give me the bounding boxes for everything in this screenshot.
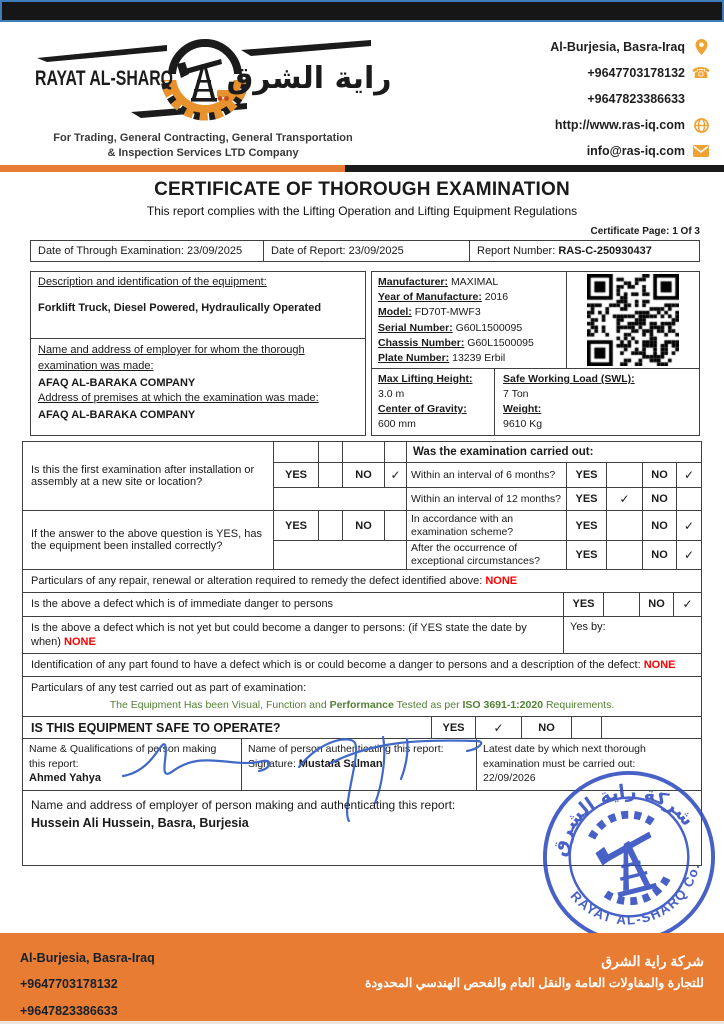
exceptional-question: After the occurrence of exceptional circumstances? [406,541,566,569]
plate-row [378,351,560,366]
envelope-icon [692,143,710,159]
test-seg3: Tested as per [393,698,463,711]
interval6-yes-checkbox [606,463,642,487]
exam-date-value: 23/09/2025 [187,245,243,257]
serial-value: G60L1500095 [455,321,523,334]
logo-tagline [8,131,398,161]
test-seg4: ISO 3691-1:2020 [462,698,544,711]
interval12-yes-label: YES [566,488,606,510]
footer-company-name-ar: شركة راية الشرق [601,953,704,969]
contact-address [550,34,710,60]
next-exam-date: 22/09/2026 [483,771,536,784]
logo-swoosh-right [241,40,371,56]
interval6-question: Within an interval of 6 months? [406,463,566,487]
report-date-cell [263,241,469,261]
repair-label: Particulars of any repair, renewal or alteration required to remedy the defect identified above: [31,575,486,587]
equipment-description-value: Forklift Truck, Diesel Powered, Hydraulically Operated [38,302,322,314]
year-value: 2016 [484,291,509,304]
max-height-value: 3.0 m [378,388,405,400]
scheme-no-label: NO [642,511,676,540]
examination-table [22,441,702,739]
logo-swoosh-left [37,45,167,62]
company-logo [8,28,398,161]
test-text [23,677,701,716]
cog-label: Center of Gravity: [378,403,467,415]
scheme-yes-checkbox [606,511,642,540]
contact-phone2 [550,86,710,112]
section-divider [0,165,724,172]
exceptional-yes-label: YES [566,541,606,569]
identification-text [23,654,701,676]
test-seg2: Performance [329,698,394,711]
footer [0,933,724,1024]
carried-out-header: Was the examination carried out: [406,442,701,462]
exam-date-label: Date of Through Examination: [38,245,184,257]
test-label: Particulars of any test carried out as part of examination: [31,682,307,695]
footer-contacts [20,945,155,1024]
load-specs-cell [495,369,699,435]
exceptional-no-checkbox: ✓ [676,541,701,569]
equipment-description-label: Description and identification of the equipment: [38,276,267,288]
model-row [378,305,560,320]
exceptional-no-label: NO [642,541,676,569]
authenticator-cell [241,739,476,790]
q1-yes-label: YES [284,469,307,481]
q2-yes-checkbox [318,511,342,540]
test-seg1: The Equipment Has been Visual, Function and [109,698,330,711]
equipment-details [372,272,566,368]
tagline-line2: & Inspection Services LTD Company [107,146,299,159]
spacer-cell [384,442,406,462]
immediate-danger-text: Is the above a defect which is of immediate danger to persons [31,598,334,611]
cog-value: 600 mm [378,418,416,430]
equipment-details-row [372,272,699,369]
interval6-yes-label: YES [566,463,606,487]
interval6-no-label: NO [642,463,676,487]
first-exam-right [273,442,701,510]
premises-label: Address of premises at which the examination was made: [38,392,319,405]
maker-cell [23,739,241,790]
repair-band [23,569,701,592]
lifting-specs-cell [372,369,495,435]
contact-email-text: info@ras-iq.com [586,144,685,158]
future-danger-band [23,616,701,654]
test-seg5: Requirements. [543,698,615,711]
qr-code [587,274,679,366]
phone-icon: ☎ [691,65,711,82]
authenticator-label: Name of person authenticating this report: [248,743,444,756]
stamp-pumpjack-icon [588,808,670,907]
equipment-specs-row [372,369,699,435]
exceptional-yes-checkbox [606,541,642,569]
serial-label: Serial Number: [378,321,453,334]
safe-blank-cell [601,717,701,738]
report-number-value: RAS-C-250930437 [558,245,652,257]
scheme-yes-label: YES [566,511,606,540]
employer-of-makers-name: Hussein Ali Hussein, Basra, Burjesia [31,816,249,831]
safe-yes-label: YES [431,717,475,738]
spacer-cell [274,488,406,510]
test-statement [31,699,693,713]
logo-name-en: RAYAT AL-SHARQ [35,67,173,90]
footer-company-tagline-ar: للتجارة والمقاولات العامة والنقل العام والفحص الهندسي المحدودة [365,975,704,990]
equipment-section [30,271,700,436]
immediate-no-checkbox: ✓ [673,593,701,615]
spacer-cell [318,442,342,462]
equipment-right-panel [371,271,700,436]
installed-band [23,510,701,569]
maker-name: Ahmed Yahya [29,771,101,784]
contact-website [550,112,710,138]
report-date-value: 23/09/2025 [348,245,404,257]
safe-no-checkbox [571,717,601,738]
logo-graphic [9,28,397,124]
immediate-yes-checkbox [603,593,639,615]
report-number-cell [469,241,699,261]
max-height-label: Max Lifting Height: [378,373,473,385]
top-accent-bar [0,0,724,22]
footer-phone1: +9647703178132 [20,977,118,992]
manufacturer-label: Manufacturer: [378,276,449,288]
employer-of-makers-label: Name and address of employer of person making and authenticating this report: [31,798,456,813]
contact-list [550,34,710,164]
model-value: FD70T-MWF3 [414,306,481,319]
chassis-value: G60L1500095 [467,336,534,349]
footer-company-arabic [365,945,704,1024]
repair-text [23,570,701,592]
q2-yes-label: YES [284,519,307,532]
logo-name-ar: راية الشرق [226,61,392,96]
globe-icon [692,117,710,133]
q1-yes-checkbox [318,463,342,487]
stamp-text-arabic: شركة راية الشرق [549,781,699,859]
next-exam-label: Latest date by which next thorough examination must be carried out: [483,743,646,770]
immediate-yes-label: YES [563,593,603,615]
manufacturer-row [378,275,560,290]
immediate-no-label: NO [639,593,673,615]
spacer-cell [274,442,318,462]
location-pin-icon [692,39,710,55]
exam-date-cell [31,241,263,261]
safe-band [23,716,701,738]
installed-right [273,511,701,569]
stamp-text-english: RAYAT AL-SHARQ Co. [567,861,703,928]
first-exam-question: Is this the first examination after installation or assembly at a new site or location? [31,464,255,488]
page-subtitle: This report complies with the Lifting Operation and Lifting Equipment Regulations [146,204,578,218]
contact-address-text: Al-Burjesia, Basra-Iraq [550,40,685,54]
tagline-line1: For Trading, General Contracting, General Transportation [53,132,353,144]
authenticator-name: Mustafa Salman [298,757,383,770]
divider-black [345,165,724,172]
spacer-cell [274,541,406,569]
scheme-no-checkbox: ✓ [676,511,701,540]
q2-no-label: NO [342,511,384,540]
q2-no-checkbox [384,511,406,540]
first-exam-band [23,442,701,510]
future-danger-value: NONE [64,635,96,648]
header [0,22,724,165]
page-title: CERTIFICATE OF THOROUGH EXAMINATION [154,179,570,200]
scheme-question: In accordance with an examination scheme? [406,511,566,540]
interval6-no-checkbox: ✓ [676,463,701,487]
contact-phone2-text: +9647823386633 [587,92,685,106]
spacer-cell [342,442,384,462]
report-number-label: Report Number: [477,245,556,257]
future-danger-text [23,617,563,654]
year-row [378,290,560,305]
contact-website-text: http://www.ras-iq.com [554,118,685,132]
premises-value: AFAQ AL-BARAKA COMPANY [38,409,196,422]
interval12-row [274,487,701,510]
q1-no-label: NO [342,463,384,487]
interval12-no-checkbox [676,488,701,510]
employer-label: Name and address of employer for whom the thorough examination was made: [38,344,305,372]
exceptional-row [274,540,701,569]
swl-value: 7 Ton [503,388,529,400]
identification-label: Identification of any part found to have a defect which is or could become a danger to persons and a description of the defect: [31,659,644,672]
weight-label: Weight: [503,403,542,415]
equipment-description-cell [31,272,365,339]
signature-label: Signature: [248,757,299,770]
contact-phone1 [550,60,710,86]
chassis-row [378,336,560,351]
safe-question: IS THIS EQUIPMENT SAFE TO OPERATE? [31,720,281,735]
yes-by-cell: Yes by: [563,617,701,654]
carried-out-header-row [274,442,701,462]
contact-email [550,138,710,164]
plate-label: Plate Number: [378,352,450,365]
interval12-no-label: NO [642,488,676,510]
future-danger-label: Is the above a defect which is not yet but could become a danger to persons: (if YES state the date by when) [31,621,527,648]
immediate-danger-band [23,592,701,615]
equipment-employer-cell [31,339,365,435]
certificate-page-label: Certificate Page: 1 Of 3 [590,226,700,237]
report-date-label: Date of Report: [271,245,346,257]
safe-yes-checkbox: ✓ [475,717,521,738]
footer-phone2: +9647823386633 [20,1003,118,1018]
year-label: Year of Manufacture: [378,291,482,304]
meta-table [30,240,700,262]
swl-label: Safe Working Load (SWL): [503,373,635,385]
identification-band [23,653,701,676]
equipment-left-panel [30,271,366,436]
serial-row [378,321,560,336]
test-band [23,676,701,716]
manufacturer-value: MAXIMAL [450,276,499,288]
scheme-row [274,511,701,540]
qr-cell [566,272,699,368]
interval12-question: Within an interval of 12 months? [406,488,566,510]
contact-phone1-text: +9647703178132 [587,66,685,80]
footer-address: Al-Burjesia, Basra-Iraq [20,951,155,965]
weight-value: 9610 Kg [503,418,543,430]
employer-value: AFAQ AL-BARAKA COMPANY [38,376,196,389]
maker-label: Name & Qualifications of person making this report: [29,743,217,770]
chassis-label: Chassis Number: [378,336,465,349]
repair-value: NONE [485,575,518,587]
identification-value: NONE [643,659,676,672]
interval6-row [274,462,701,487]
phone2-icon-spacer [692,91,710,107]
installed-question: If the answer to the above question is YES, has the equipment been installed correctly? [31,528,262,552]
model-label: Model: [378,306,412,319]
q1-no-checkbox: ✓ [384,463,406,487]
divider-orange [0,165,345,172]
plate-value: 13239 Erbil [452,352,506,365]
interval12-yes-checkbox: ✓ [606,488,642,510]
safe-no-label: NO [521,717,571,738]
